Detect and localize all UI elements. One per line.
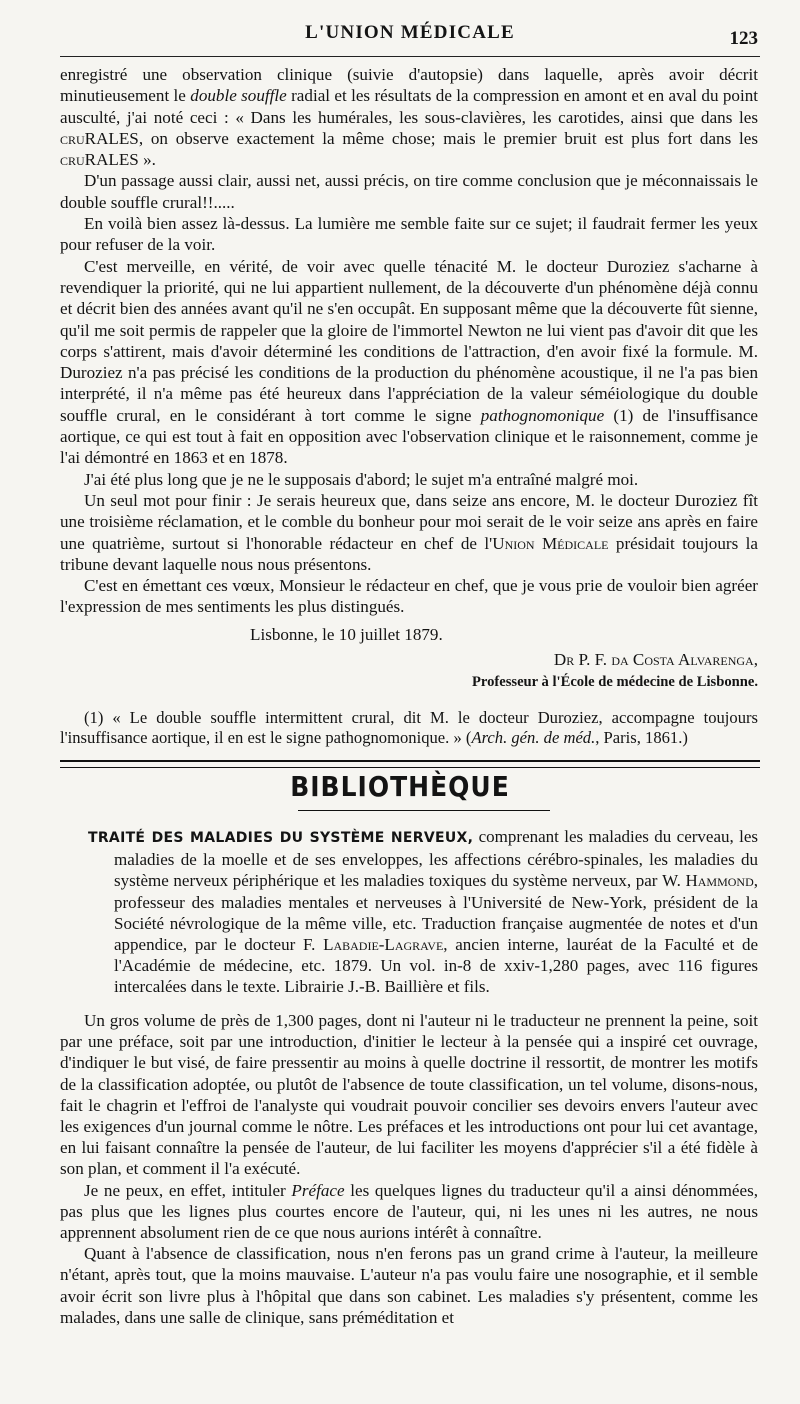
letter-body bbox=[60, 64, 758, 749]
section-title: BIBLIOTHÈQUE bbox=[290, 770, 510, 803]
paragraph: Je ne peux, en effet, intituler Préface les quelques lignes du traducteur qu'il a ainsi dénommées, pas plus que les lignes plus courtes encore de l'auteur, qui, ni les unes ni les autres, ne nous apprennent absolument rien de ce que nous aurions intérêt à connaître. bbox=[60, 1180, 758, 1243]
title-underline bbox=[298, 810, 550, 811]
paragraph: En voilà bien assez là-dessus. La lumière me semble faite sur ce sujet; il faudrait fermer les yeux pour refuser de la voir. bbox=[60, 214, 758, 255]
signature-title: Professeur à l'École de médecine de Lisbonne. bbox=[471, 674, 758, 691]
book-author: W. Hammond bbox=[662, 871, 754, 891]
page-header bbox=[60, 22, 760, 50]
book-translator: F. Labadie-Lagrave bbox=[303, 935, 444, 955]
book-entry bbox=[88, 826, 758, 998]
paragraph: Un seul mot pour finir : Je serais heureux que, dans seize ans encore, M. le docteur Duroziez fît une troisième réclamation, et le comble du bonheur pour moi serait de le voir seize ans après en faire une quatrième, surtout si l'honorable rédacteur en chef de l'Union Médicale présidait toujours la tribune devant laquelle nous nous présentons. bbox=[60, 490, 758, 574]
page-number: 123 bbox=[729, 28, 758, 49]
signature-name: Dr P. F. da Costa Alvarenga, bbox=[553, 650, 758, 670]
paragraph: Un gros volume de près de 1,300 pages, dont ni l'auteur ni le traducteur ne prennent la peine, soit par une préface, soit par une introduction, d'initier le lecteur à la pensée qui a inspiré cet ouvrage, d'indiquer le but visé, de faire pressentir au moins à quelle doctrine il ressortit, de montrer les motifs de la classification adoptée, ou plutôt de l'absence de toute classification, un tel volume, disons-nous, fait le chagrin et l'effroi de l'analyste qui voudrait pouvoir concilier ses devoirs envers l'auteur avec les exigences d'un journal comme le nôtre. Les préfaces et les introductions ont pour lui cet avantage, en lui faisant connaître la pensée de l'auteur, de lui faciliter les moyens d'apprécier s'il a été fidèle à son plan, et comment il l'a exécuté. bbox=[60, 1011, 758, 1179]
running-title: L'UNION MÉDICALE bbox=[305, 22, 515, 43]
footnote-text: (1) « Le double souffle intermittent crural, dit M. le docteur Duroziez, accompagne toujours l'insuffisance aortique, il en est le signe pathognomonique. » (Arch. gén. de méd., Paris, 1861.) bbox=[60, 707, 758, 748]
paragraph: D'un passage aussi clair, aussi net, aussi précis, on tire comme conclusion que je méconnaissais le double souffle crural!!..... bbox=[60, 171, 758, 212]
header-rule bbox=[60, 56, 760, 57]
paragraph: enregistré une observation clinique (suivie d'autopsie) dans laquelle, après avoir décrit minutieusement le double souffle radial et les résultats de la compression en amont et en aval du point ausculté, j'ai noté ceci : « Dans les humérales, les sous-clavières, les carotides, ainsi que dans les cruRALES, on observe exactement la même chose; mais le premier bruit est plus fort dans les cruRALES ». bbox=[60, 65, 758, 170]
review-body bbox=[60, 1010, 758, 1328]
book-reference: TRAITÉ DES MALADIES DU SYSTÈME NERVEUX, comprenant les maladies du cerveau, les maladies de la moelle et de ses enveloppes, les affections cérébro-spinales, les maladies du système nerveux périphérique et les maladies toxiques du système nerveux, par W. Hammond, professeur des maladies mentales et nerveuses à l'Université de New-York, président de la Société névrologique de la même ville, etc. Traduction française augmentée de notes et d'un appendice, par le docteur F. Labadie-Lagrave, ancien interne, lauréat de la Faculté et de l'Académie de médecine, etc. 1879. Un vol. in-8 de xxiv-1,280 pages, avec 116 figures intercalées dans le texte. Librairie J.-B. Baillière et fils. bbox=[88, 827, 759, 997]
paragraph: C'est merveille, en vérité, de voir avec quelle ténacité M. le docteur Duroziez s'acharne à revendiquer la priorité, qui ne lui appartient nullement, de la découverte d'un phénomène déjà connu et décrit bien des années avant qu'il ne s'en occupât. En supposant même que la découverte fût sienne, qu'il me soit permis de rappeler que la gloire de l'immortel Newton ne lui vient pas d'avoir dit que les corps s'attirent, mais d'avoir déterminé les conditions de l'attraction, d'en avoir fixé la formule. M. Duroziez n'a pas précisé les conditions de la production du phénomène acoustique, il ne l'a pas bien interprété, il n'a même pas été heureux dans l'appréciation de la valeur séméiologique du double souffle crural, en le considérant à tort comme le signe pathognomonique (1) de l'insuffisance aortique, ce qui est tout à fait en opposition avec l'observation clinique et le raisonnement, comme je l'ai démontré en 1863 et en 1878. bbox=[60, 256, 758, 468]
section-divider bbox=[60, 760, 760, 768]
paragraph: Quant à l'absence de classification, nous n'en ferons pas un grand crime à l'auteur, la meilleure n'étant, après tout, que la moins mauvaise. L'auteur n'a pas voulu faire une nosographie, et il semble avoir écrit son livre plus à l'hôpital que dans son cabinet. Les maladies s'y présentent, comme les malades, dans une salle de clinique, sans préméditation et bbox=[60, 1244, 758, 1327]
paragraph: C'est en émettant ces vœux, Monsieur le rédacteur en chef, que je vous prie de vouloir bien agréer l'expression de mes sentiments les plus distingués. bbox=[60, 576, 758, 617]
place-date: Lisbonne, le 10 juillet 1879. bbox=[250, 624, 443, 644]
footnote bbox=[60, 708, 758, 750]
book-title: TRAITÉ DES MALADIES DU SYSTÈME NERVEUX, bbox=[88, 830, 474, 846]
paragraph: J'ai été plus long que je ne le supposais d'abord; le sujet m'a entraîné malgré moi. bbox=[84, 469, 639, 489]
